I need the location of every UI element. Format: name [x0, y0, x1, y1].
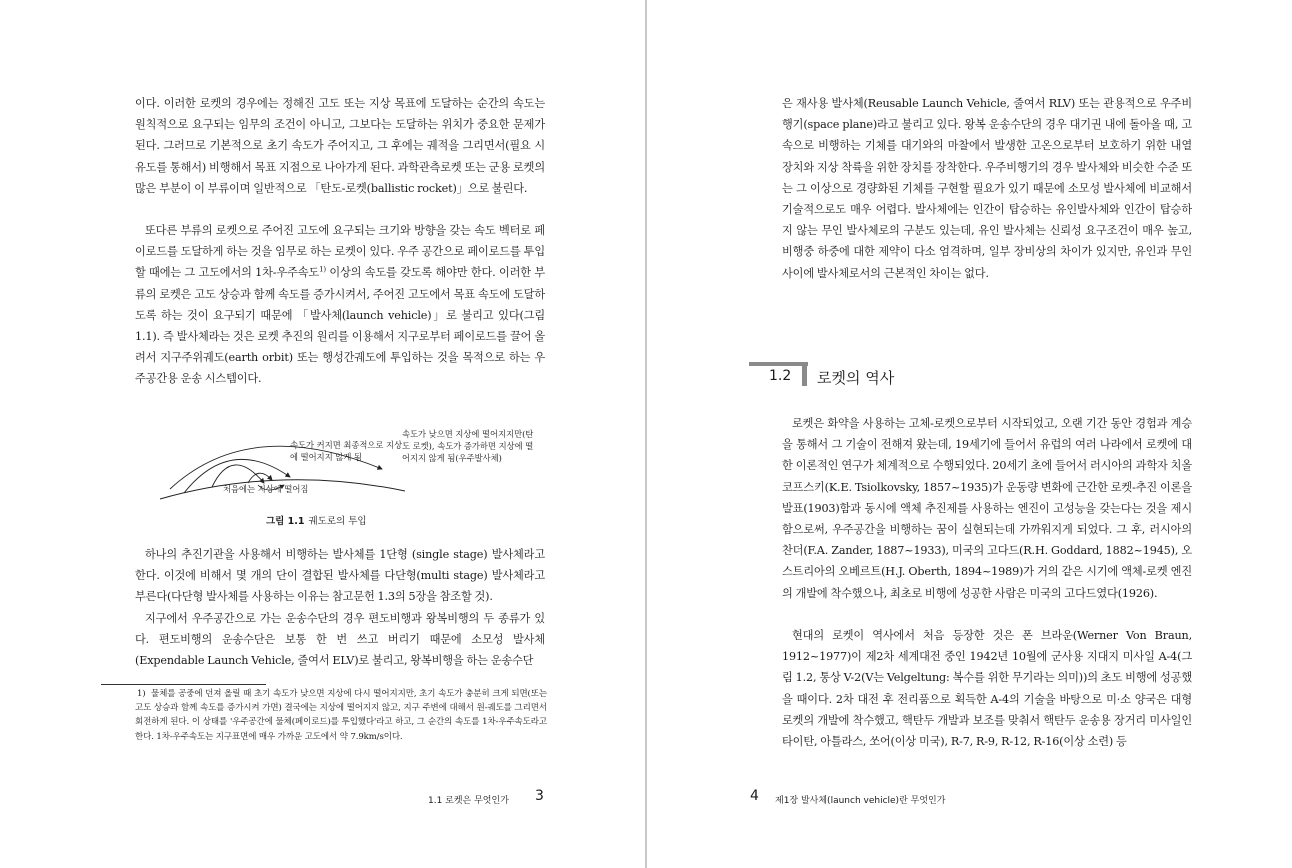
footnote-number: 1) [137, 689, 146, 699]
left-paragraph-1: 이다. 이러한 로켓의 경우에는 정해진 고도 또는 지상 목표에 도달하는 순간의 속도는 원칙적으로 요구되는 임무의 조건이 아니고, 그보다는 도달하는 위치가 중요한 문제가 된다. 그러므로 기본적으로 초기 속도가 주어지고, 그 후에는 궤적을 그리면서(필요 시 유도를 통해서) 비행해서 목표 지점으로 나아가게 된다. 과학관측로켓 또는 군용 로켓의 많은 부분이 이 부류이며 일반적으로 「탄도-로켓(ballistic rocket)」으로 불린다. [135, 97, 545, 195]
left-page [0, 0, 645, 868]
left-paragraph-4: 지구에서 우주공간으로 가는 운송수단의 경우 편도비행과 왕복비행의 두 종류가 있다. 편도비행의 운송수단은 보통 한 번 쓰고 버리기 때문에 소모성 발사체(Expendable Launch Vehicle, 줄여서 ELV)로 불리고, 왕복비행을 하는 운송수단 [135, 612, 545, 668]
figure-caption-title: 궤도로의 투입 [308, 516, 367, 527]
section-number: 1.2 [769, 368, 792, 384]
page-number: 3 [535, 788, 544, 804]
section-title: 로켓의 역사 [817, 369, 895, 387]
left-paragraph-2 [135, 220, 545, 390]
figure-label-initial: 처음에는 지상에 떨어짐 [223, 484, 309, 494]
figure-orbit-insertion [150, 425, 550, 535]
running-footer-title: 1.1 로켓은 무엇인가 [428, 796, 509, 806]
footnote-text: 물체를 공중에 던져 올릴 때 초기 속도가 낮으면 지상에 다시 떨어지지만, 초기 속도가 충분히 크게 되면(또는 고도 상승과 함께 속도를 증가시켜 가면) 결국에는 지상에 떨어지지 않고, 지구 주변에 대해서 원-궤도를 그리면서 회전하게 된다. 이 상태를 '우주공간에 물체(페이로드)를 투입했다'라고 하고, 그 순간의 속도를 1차-우주속도라고 한다. 1차-우주속도는 지구표면에 매우 가까운 고도에서 약 7.9km/s이다. [135, 689, 547, 742]
left-paragraph-2-text-a: 또다른 부류의 로켓으로 주어진 고도에 요구되는 크기와 방향을 갖는 속도 벡터로 페이로드를 도달하게 하는 것을 임무로 하는 로켓이 있다. 우주 공간으로 페이로드를 투입할 때에는 그 고도에서의 1차-우주속도 [135, 224, 545, 280]
figure-label-fall: 속도가 낮으면 지상에 떨어지지만(탄도 로켓), 속도가 증가하면 지상에 떨어지지 않게 됨(우주발사체) [402, 429, 534, 463]
right-paragraph-2: 로켓은 화약을 사용하는 고체-로켓으로부터 시작되었고, 오랜 기간 동안 경험과 계승을 통해서 그 기술이 전해져 왔는데, 19세기에 들어서 유럽의 여러 나라에서 로켓에 대한 이론적인 연구가 체계적으로 수행되었다. 20세기 초에 들어서 러시아의 과학자 치올코프스키(K.E. Tsiolkovsky, 1857~1935)가 운동량 변화에 근간한 로켓-추진 이론을 발표(1903)함과 동시에 액체 추진제를 사용하는 엔진이 고성능을 갖는다는 것을 제시함으로써, 우주공간을 비행하는 꿈이 실현되는데 가까워지게 되었다. 그 후, 러시아의 찬더(F.A. Zander, 1887~1933), 미국의 고다드(R.H. Goddard, 1882~1945), 오스트리아의 오베르트(H.J. Oberth, 1894~1989)가 거의 같은 시기에 액체-로켓 엔진의 개발에 착수했으나, 최초로 비행에 성공한 사람은 미국의 고다드였다(1926). [782, 417, 1192, 600]
orbit-diagram [150, 425, 410, 510]
footnote-divider [101, 684, 266, 685]
section-heading-bar [749, 362, 808, 366]
figure-label-orbit: 속도가 커지면 최종적으로 지상에 떨어지지 않게 됨 [290, 440, 403, 462]
figure-caption [266, 513, 367, 527]
running-footer-title: 제1장 발사체(launch vehicle)란 무엇인가 [775, 796, 946, 806]
figure-caption-number: 그림 1.1 [266, 516, 305, 527]
section-heading-bar-side [802, 362, 807, 386]
footnote [135, 687, 547, 744]
right-paragraph-3: 현대의 로켓이 역사에서 처음 등장한 것은 폰 브라운(Werner Von Braun, 1912~1977)이 제2차 세계대전 중인 1942년 10월에 군사용 지대지 미사일 A-4(그림 1.2, 통상 V-2(V는 Velgeltung: 복수를 위한 무기라는 의미))의 초도 비행에 성공했을 때이다. 2차 대전 후 전리품으로 획득한 A-4의 기술을 바탕으로 미·소 양국은 대형 로켓의 개발에 착수했고, 핵탄두 개발과 보조를 맞춰서 핵탄두 운송용 장거리 미사일인 타이탄, 아틀라스, 쏘어(이상 미국), R-7, R-9, R-12, R-16(이상 소련) 등 [782, 629, 1192, 749]
right-page [647, 0, 1292, 868]
left-paragraph-3: 하나의 추진기관을 사용해서 비행하는 발사체를 1단형 (single stage) 발사체라고 한다. 이것에 비해서 몇 개의 단이 결합된 발사체를 다단형(multi stage) 발사체라고 부른다(다단형 발사체를 사용하는 이유는 참고문헌 1.3의 5장을 참조할 것). [135, 548, 545, 604]
left-paragraph-2-text-b: 이상의 속도를 갖도록 해야만 한다. 이러한 부류의 로켓은 고도 상승과 함께 속도를 증가시켜서, 주어진 고도에서 목표 속도에 도달하도록 하는 것이 요구되기 때문에 「발사체(launch vehicle)」로 불리고 있다(그림 1.1). 즉 발사체라는 것은 로켓 추진의 원리를 이용해서 지구로부터 페이로드를 끌어 올려서 지구주위궤도(earth orbit) 또는 행성간궤도에 투입하는 것을 목적으로 하는 우주공간용 운송 시스템이다. [135, 266, 545, 386]
right-paragraph-1: 은 재사용 발사체(Reusable Launch Vehicle, 줄여서 RLV) 또는 관용적으로 우주비행기(space plane)라고 불리고 있다. 왕복 운송수단의 경우 대기권 내에 돌아올 때, 고속으로 비행하는 기체를 대기와의 마찰에서 발생한 고온으로부터 보호하기 위한 내열 장치와 지상 착륙을 위한 장치를 장착한다. 우주비행기의 경우 발사체와 비슷한 수준 또는 그 이상으로 경량화된 기체를 구현할 필요가 있기 때문에 소모성 발사체에 비교해서 기술적으로도 매우 어렵다. 발사체에는 인간이 탑승하는 유인발사체와 인간이 탑승하지 않는 무인 발사체로의 구분도 있는데, 유인 발사체는 신뢰성 요구조건이 매우 높고, 비행중 하중에 대한 제약이 다소 엄격하며, 일부 장비상의 차이가 있지만, 유인과 무인 사이에 발사체로서의 근본적인 차이는 없다. [782, 97, 1192, 280]
footnote-reference: 1) [319, 265, 326, 274]
page-number: 4 [750, 788, 759, 804]
section-heading [749, 361, 949, 389]
